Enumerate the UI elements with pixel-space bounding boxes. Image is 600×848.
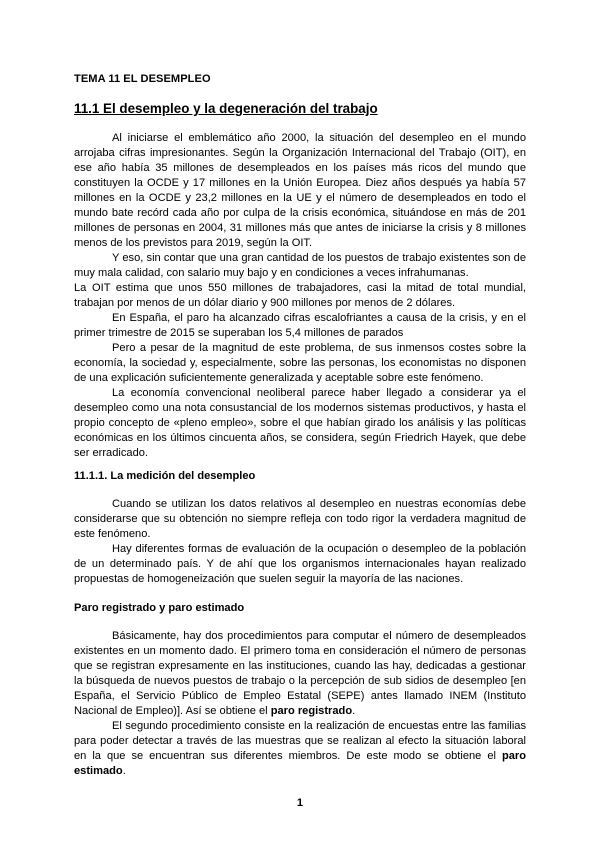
paragraph: Hay diferentes formas de evaluación de la ocupación o desempleo de la población de un determinado país. Y de ahí que los organismos internacionales hayan realizado propuestas de homogeneización que suelen seguir la mayoría de las naciones.	[74, 543, 526, 585]
measurement-section	[74, 497, 526, 587]
topic-title: TEMA 11 EL DESEMPLEO	[74, 73, 211, 85]
document-page	[74, 0, 526, 848]
paragraph: En España, el paro ha alcanzado cifras escalofriantes a causa de la crisis, y en el primer trimestre de 2015 se superaban los 5,4 millones de parados	[74, 312, 526, 339]
paragraph-end: .	[122, 765, 126, 777]
paragraph: Pero a pesar de la magnitud de este problema, de sus inmensos costes sobre la economía, la sociedad y, especialmente, sobre las personas, los economistas no disponen de una explicación suficientemente generalizada y aceptable sobre este fenómeno.	[74, 342, 526, 384]
intro-section	[74, 131, 526, 461]
paragraph: Cuando se utilizan los datos relativos al desempleo en nuestras economías debe considerarse que su obtención no siempre refleja con todo rigor la verdadera magnitud de este fenómeno.	[74, 498, 526, 540]
paro-heading: Paro registrado y paro estimado	[74, 602, 245, 614]
paragraph-end: .	[352, 705, 356, 717]
paragraph: La economía convencional neoliberal parece haber llegado a considerar ya el desempleo como una nota consustancial de los modernos sistemas productivos, y hasta el propio concepto de «pleno empleo», sobre el que habían girado los análisis y las políticas económicas en los últimos cincuenta años, se considera, según Friedrich Hayek, que debe ser erradicado.	[74, 387, 526, 459]
paragraph: Al iniciarse el emblemático año 2000, la situación del desempleo en el mundo arrojaba cifras impresionantes. Según la Organización Internacional del Trabajo (OIT), en ese año había 35 millones de desempleados en los países más ricos del mundo que constituyen la OCDE y 17 millones en la Unión Europea. Diez años después ya había 57 millones en la OCDE y 23,2 millones en la UE y el número de desempleados en todo el mundo bate recórd cada año por culpa de la crisis económica, situándose en más de 201 millones de personas en 2004, 31 millones más que antes de iniciarse la crisis y 8 millones menos de los previstos para 2019, según la OIT.	[74, 132, 526, 249]
bold-term: paro estimado	[74, 750, 526, 777]
paragraph	[74, 629, 526, 719]
bold-term: paro registrado	[270, 705, 353, 717]
paragraph: Y eso, sin contar que una gran cantidad de los puestos de trabajo existentes son de muy mala calidad, con salario muy bajo y en condiciones a veces infrahumanas.	[74, 252, 526, 279]
paro-section	[74, 629, 526, 779]
paragraph-text: Básicamente, hay dos procedimientos para computar el número de desempleados existentes en un momento dado. El primero toma en consideración el número de personas que se registran expresamente en las instituciones, cuando las hay, dedicadas a gestionar la búsqueda de nuevos puestos de trabajo o la percepción de sub sidios de desempleo [en España, el Servicio Público de Empleo Estatal (SEPE) antes llamado INEM (Instituto Nacional de Empleo)]. Así se obtiene el	[74, 630, 526, 717]
page-number: 1	[296, 797, 304, 809]
paragraph	[74, 719, 526, 779]
paragraph-text: El segundo procedimiento consiste en la realización de encuestas entre las familias para poder detectar a través de las muestras que se realizan al efecto la situación laboral en la que se encuentran sus diferentes miembros. De este modo se obtiene el	[74, 720, 526, 762]
paragraph: La OIT estima que unos 550 millones de trabajadores, casi la mitad de total mundial, trabajan por menos de un dólar diario y 900 millones por menos de 2 dólares.	[74, 282, 526, 309]
subsection-heading: 11.1.1. La medición del desempleo	[74, 470, 256, 482]
section-heading: 11.1 El desempleo y la degeneración del trabajo	[74, 101, 378, 116]
